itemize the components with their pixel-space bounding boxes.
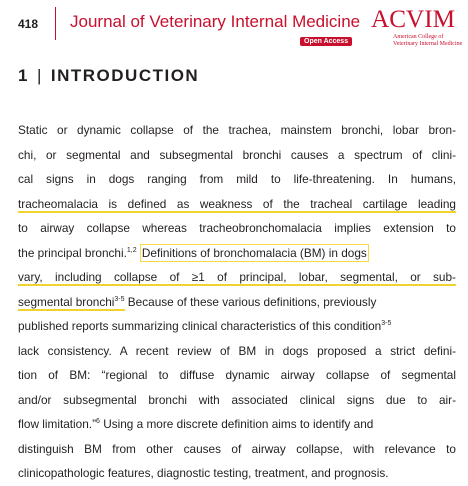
citation-3-5-a: 3-5 [114, 295, 125, 303]
text-line-9-start: published reports summarizing clinical characteristics of this condition [18, 319, 382, 333]
page-number: 418 [18, 17, 39, 31]
citation-3-5-b: 3-5 [381, 320, 392, 327]
acvim-logo-text: ACVIM [371, 6, 455, 33]
text-line-12: and/or subsegmental bronchi with associated clinical signs due to air- [18, 392, 456, 407]
logo-subtitle-line-2: Veterinary Internal Medicine [393, 41, 463, 47]
text-line-4 [18, 192, 456, 217]
text-line-15: clinicopathologic features, diagnostic testing, treatment, and prognosis. [18, 466, 389, 480]
journal-title: Journal of Veterinary Internal Medicine [70, 12, 361, 31]
header-divider [55, 7, 56, 40]
citation-6: 6 [96, 418, 100, 425]
acvim-logo-subtitle [393, 34, 462, 48]
acvim-logo-mark [371, 5, 455, 31]
text-line-3: cal signs in dogs ranging from mild to life-threatening. In humans, [18, 172, 456, 186]
text-line-8-start: segmental bronchi [18, 294, 115, 309]
acvim-logo [371, 5, 461, 57]
text-line-8-end: Because of these various definitions, previously [124, 294, 377, 309]
text-line-8 [18, 290, 456, 315]
section-separator: | [36, 66, 43, 85]
section-heading [18, 66, 199, 86]
text-line-2: chi, or segmental and subsegmental bronchi causes a spectrum of clini- [18, 147, 456, 162]
highlight-underline-1: tracheomalacia is defined as weakness of the tracheal cartilage leading [18, 196, 456, 211]
logo-subtitle-line-1: American College of [393, 34, 444, 40]
highlight-box: Definitions of bronchomalacia (BM) in dogs [141, 245, 367, 260]
highlight-underline-2: vary, including collapse of ≥1 of principal, lobar, segmental, or sub- [18, 270, 456, 284]
open-access-badge: Open Access [300, 37, 352, 46]
citation-1-2: 1,2 [126, 246, 137, 254]
text-line-10: lack consistency. A recent review of BM in dogs proposed a strict defini- [18, 343, 456, 358]
journal-header [0, 0, 468, 56]
section-title: INTRODUCTION [50, 66, 200, 85]
highlight-underline-3 [18, 295, 125, 311]
text-line-13-end: Using a more discrete definition aims to identify and [99, 417, 374, 431]
text-line-13-start: flow limitation.” [18, 417, 97, 431]
text-line-6-start: the principal bronchi. [18, 245, 127, 260]
text-line-14: distinguish BM from other causes of airway collapse, with relevance to [18, 441, 456, 456]
introduction-paragraph [18, 118, 456, 486]
text-line-13 [18, 412, 456, 437]
text-line-7 [18, 265, 456, 290]
text-line-11: tion of BM: “regional to diffuse dynamic airway collapse of segmental [18, 368, 456, 382]
text-line-6 [18, 241, 456, 266]
section-number: 1 [18, 66, 29, 85]
text-line-5: to airway collapse whereas tracheobronchomalacia implies extension to [18, 221, 456, 235]
text-line-1: Static or dynamic collapse of the trachea, mainstem bronchi, lobar bron- [18, 123, 456, 137]
text-line-9 [18, 314, 456, 339]
